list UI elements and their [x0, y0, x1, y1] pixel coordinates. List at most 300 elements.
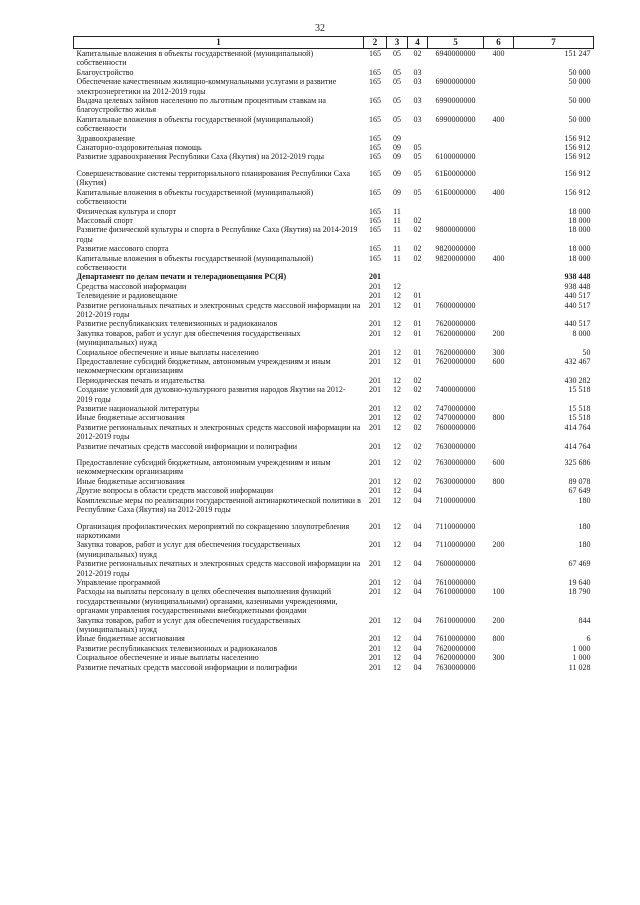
row-code-expense: 200: [492, 615, 505, 625]
row-code-expense: [484, 272, 514, 281]
row-code-admin: 201: [369, 559, 381, 569]
row-name: Массовый спорт: [76, 215, 133, 225]
table-row: [74, 616, 594, 635]
row-code-target: 7600000000: [435, 422, 476, 432]
header-col-6: 6: [484, 37, 514, 49]
row-amount: 15 518: [568, 404, 591, 414]
row-code-target: [428, 376, 484, 385]
row-code-target: 7600000000: [435, 559, 476, 569]
row-code-target: 7610000000: [435, 634, 476, 644]
row-code-subsection: 03: [413, 96, 422, 106]
table-row: [74, 188, 594, 207]
row-name: Развитие национальной литературы: [76, 404, 199, 414]
row-code-section: 12: [393, 328, 401, 338]
row-code-admin: 165: [369, 67, 381, 77]
row-code-admin: 165: [369, 133, 381, 143]
row-amount: 11 028: [568, 662, 591, 672]
row-code-section: 12: [393, 347, 401, 357]
table-row: [74, 162, 594, 188]
row-name: Социальное обеспечение и иные выплаты населению: [76, 347, 259, 357]
row-code-admin: 201: [369, 300, 381, 310]
row-code-section: [387, 272, 408, 281]
row-amount: 6: [586, 634, 591, 644]
row-code-subsection: 04: [413, 615, 422, 625]
row-code-target: [428, 143, 484, 152]
row-name: Создание условий для духовно-культурного развития народов Якутии на 2012-2019 годы: [76, 385, 346, 404]
row-code-expense: 600: [492, 357, 505, 366]
row-code-expense: 200: [492, 328, 505, 338]
row-amount: 18 000: [568, 244, 591, 254]
row-code-expense: [484, 68, 514, 77]
row-code-subsection: 03: [413, 114, 422, 124]
row-code-admin: 201: [369, 587, 381, 597]
row-code-section: 12: [393, 404, 401, 414]
table-row: [74, 578, 594, 587]
header-col-2: 2: [364, 37, 387, 49]
row-amount: 938 448: [564, 281, 591, 291]
row-name: Обеспечение качественным жилищно-коммунальными услугами и развитие электроэнергетики на 2012-2019 годы: [76, 77, 337, 96]
row-amount: 50: [582, 347, 591, 357]
table-row: [74, 486, 594, 495]
row-amount: 440 517: [564, 300, 591, 310]
row-code-admin: 201: [369, 653, 381, 663]
row-name: Развитие республиканских телевизионных и радиоканалов: [76, 319, 278, 329]
row-code-target: 7630000000: [435, 476, 476, 486]
row-name: Развитие региональных печатных и электронных средств массовой информации на 2012-2019 годы: [76, 300, 361, 319]
table-row: [74, 115, 594, 134]
row-code-section: 12: [393, 375, 401, 385]
row-code-expense: [484, 244, 514, 253]
row-code-expense: [484, 663, 514, 672]
row-name: Капитальные вложения в объекты государственной (муниципальной) собственности: [76, 187, 314, 207]
row-amount: 180: [578, 540, 591, 550]
row-code-admin: 201: [369, 495, 381, 505]
row-name: Капитальные вложения в объекты государственной (муниципальной) собственности: [76, 253, 314, 272]
row-code-admin: 201: [369, 441, 381, 451]
row-code-subsection: 04: [413, 495, 422, 505]
row-code-section: 12: [393, 357, 401, 366]
row-name: Иные бюджетные ассигнования: [76, 413, 185, 423]
row-code-expense: 400: [492, 49, 505, 58]
row-code-section: 09: [393, 187, 401, 197]
row-amount: 325 686: [564, 458, 591, 468]
row-name: Другие вопросы в области средств массовой информации: [76, 486, 274, 496]
row-code-subsection: 05: [413, 143, 422, 153]
row-code-subsection: 05: [413, 187, 422, 197]
row-name: Развитие массового спорта: [76, 244, 169, 254]
row-code-subsection: 02: [413, 413, 422, 423]
table-row: [74, 225, 594, 244]
table-body: [74, 49, 594, 673]
row-code-expense: [484, 385, 514, 404]
table-row: [74, 77, 594, 96]
row-code-subsection: 02: [413, 476, 422, 486]
row-code-target: 61Б0000000: [435, 187, 476, 197]
row-code-admin: 201: [369, 540, 381, 550]
row-code-target: [428, 282, 484, 291]
row-amount: 67 469: [568, 559, 591, 569]
row-code-target: [428, 272, 484, 281]
row-code-admin: 165: [369, 49, 381, 58]
row-code-target: 7100000000: [435, 495, 476, 505]
row-code-expense: [484, 77, 514, 96]
row-code-subsection: 02: [413, 458, 422, 468]
row-code-admin: 201: [369, 272, 381, 282]
row-code-expense: 800: [492, 634, 505, 644]
row-code-admin: 165: [369, 143, 381, 153]
row-code-expense: [484, 578, 514, 587]
table-row: [74, 244, 594, 253]
row-code-section: 12: [393, 587, 401, 597]
row-code-section: 12: [393, 662, 401, 672]
row-code-admin: 201: [369, 521, 381, 531]
row-code-admin: 201: [369, 422, 381, 432]
row-code-expense: [484, 134, 514, 143]
row-amount: 432 467: [564, 357, 591, 366]
row-code-section: 12: [393, 385, 401, 395]
header-col-5: 5: [428, 37, 484, 49]
row-amount: 50 000: [568, 114, 591, 124]
row-code-section: 12: [393, 458, 401, 468]
row-code-admin: 201: [369, 634, 381, 644]
row-code-admin: 165: [369, 114, 381, 124]
row-code-subsection: 01: [413, 328, 422, 338]
row-name: Предоставление субсидий бюджетным, автономным учреждениям и иным некоммерческим организациям: [76, 357, 331, 376]
row-name: Иные бюджетные ассигнования: [76, 634, 185, 644]
row-code-subsection: 04: [413, 662, 422, 672]
row-name: Закупка товаров, работ и услуг для обеспечения государственных (муниципальных) нужд: [76, 540, 301, 559]
row-amount: 414 764: [564, 441, 591, 451]
row-code-admin: 201: [369, 643, 381, 653]
row-code-target: 7610000000: [435, 587, 476, 597]
row-code-target: [428, 216, 484, 225]
row-code-target: 7400000000: [435, 385, 476, 395]
row-name: Физическая культура и спорт: [76, 206, 177, 216]
table-row: [74, 423, 594, 442]
row-code-admin: 201: [369, 662, 381, 672]
row-code-expense: [484, 207, 514, 216]
row-code-target: 7620000000: [435, 357, 476, 366]
row-name: Средства массовой информации: [76, 281, 187, 291]
row-code-expense: [484, 282, 514, 291]
row-code-admin: 201: [369, 476, 381, 486]
row-amount: 156 912: [564, 168, 591, 178]
table-row: [74, 348, 594, 357]
row-code-expense: 400: [492, 253, 505, 263]
row-amount: 180: [578, 521, 591, 531]
row-code-section: 09: [393, 152, 401, 162]
row-code-admin: 201: [369, 319, 381, 329]
row-code-subsection: 01: [413, 319, 422, 329]
row-name: Здравоохранение: [76, 133, 135, 143]
row-code-subsection: 02: [413, 49, 422, 58]
table-row: [74, 319, 594, 328]
row-code-subsection: [408, 272, 428, 281]
row-code-target: 7110000000: [435, 521, 476, 531]
table-row: [74, 587, 594, 615]
row-code-admin: 201: [369, 347, 381, 357]
table-row: [74, 216, 594, 225]
row-name: Совершенствование системы территориального планирования Республики Саха (Якутия): [76, 168, 351, 188]
row-code-target: 9820000000: [435, 244, 476, 254]
row-name: Расходы на выплаты персоналу в целях обеспечения выполнения функций государственными (муниципальными) органами, казенными учреждениями, органами управления государственными внебюджетными фондами: [76, 587, 338, 616]
table-row: [74, 376, 594, 385]
row-code-section: 05: [393, 67, 401, 77]
row-code-expense: 300: [492, 347, 505, 357]
table-row: [74, 451, 594, 477]
row-code-subsection: 05: [413, 168, 422, 178]
row-code-subsection: 04: [413, 486, 422, 496]
row-code-subsection: 01: [413, 291, 422, 301]
row-code-section: 12: [393, 413, 401, 423]
row-code-target: 7630000000: [435, 662, 476, 672]
row-code-target: 6940000000: [435, 49, 476, 58]
row-code-expense: [484, 376, 514, 385]
row-code-admin: 165: [369, 152, 381, 162]
row-amount: 8 000: [572, 328, 591, 338]
row-amount: 1 000: [572, 643, 591, 653]
table-row: [74, 301, 594, 320]
row-code-target: 7620000000: [435, 643, 476, 653]
row-code-subsection: 02: [413, 404, 422, 414]
page-number: 32: [315, 23, 325, 34]
header-col-4: 4: [408, 37, 428, 49]
row-code-expense: [484, 515, 514, 541]
row-code-section: 09: [393, 168, 401, 178]
budget-table: [73, 36, 594, 672]
row-amount: 414 764: [564, 422, 591, 432]
row-amount: 18 790: [568, 587, 591, 597]
row-amount: 938 448: [564, 272, 591, 282]
table-row: [74, 559, 594, 578]
row-amount: 156 912: [564, 143, 591, 153]
table-row: [74, 413, 594, 422]
row-code-admin: 165: [369, 77, 381, 87]
row-amount: 156 912: [564, 133, 591, 143]
row-code-subsection: 04: [413, 643, 422, 653]
table-row: [74, 385, 594, 404]
row-code-expense: [484, 496, 514, 515]
table-row: [74, 96, 594, 115]
row-code-section: 05: [393, 49, 401, 58]
row-code-expense: 300: [492, 653, 505, 663]
row-code-section: 05: [393, 96, 401, 106]
row-amount: 18 000: [568, 225, 591, 235]
table-row: [74, 477, 594, 486]
row-code-expense: [484, 559, 514, 578]
row-code-expense: 400: [492, 114, 505, 124]
row-code-target: 6900000000: [435, 77, 476, 87]
row-code-admin: 201: [369, 615, 381, 625]
row-amount: 50 000: [568, 96, 591, 106]
row-name: Телевидение и радиовещание: [76, 291, 178, 301]
row-name: Предоставление субсидий бюджетным, автономным учреждениям и иным некоммерческим организациям: [76, 458, 331, 477]
row-code-section: 12: [393, 559, 401, 569]
table-row: [74, 663, 594, 672]
row-amount: 156 912: [564, 152, 591, 162]
row-code-target: 7620000000: [435, 328, 476, 338]
row-code-expense: [484, 291, 514, 300]
row-name: Закупка товаров, работ и услуг для обеспечения государственных (муниципальных) нужд: [76, 615, 301, 634]
row-code-subsection: 04: [413, 634, 422, 644]
row-code-target: 7610000000: [435, 577, 476, 587]
row-code-admin: 165: [369, 168, 381, 178]
row-amount: 18 000: [568, 253, 591, 263]
row-code-expense: [484, 442, 514, 451]
row-code-section: 09: [393, 133, 401, 143]
table-row: [74, 272, 594, 281]
row-amount: 430 282: [564, 375, 591, 385]
row-code-admin: 201: [369, 281, 381, 291]
row-code-admin: 165: [369, 244, 381, 254]
row-code-target: 6990000000: [435, 96, 476, 106]
row-code-expense: [484, 301, 514, 320]
row-name: Благоустройство: [76, 67, 134, 77]
row-code-expense: 100: [492, 587, 505, 597]
header-col-1: 1: [74, 37, 364, 49]
row-code-section: 12: [393, 281, 401, 291]
row-code-admin: 201: [369, 577, 381, 587]
row-code-expense: [484, 423, 514, 442]
row-amount: 1 000: [572, 653, 591, 663]
row-name: Закупка товаров, работ и услуг для обеспечения государственных (муниципальных) нужд: [76, 328, 301, 348]
row-code-section: 11: [393, 244, 401, 254]
row-amount: 15 518: [568, 413, 591, 423]
table-row: [74, 291, 594, 300]
row-name: Социальное обеспечение и иные выплаты населению: [76, 653, 259, 663]
row-name: Комплексные меры по реализации государственной антинаркотической политики в Республике Саха (Якутия) на 2012-2019 годы: [76, 495, 361, 515]
row-name: Капитальные вложения в объекты государственной (муниципальной) собственности: [76, 114, 314, 134]
row-code-expense: [484, 96, 514, 115]
row-code-section: 12: [393, 291, 401, 301]
row-code-target: 7600000000: [435, 300, 476, 310]
row-code-target: [428, 134, 484, 143]
row-code-subsection: 04: [413, 653, 422, 663]
row-code-section: 11: [393, 253, 401, 263]
row-code-target: 7630000000: [435, 441, 476, 451]
row-code-subsection: 04: [413, 540, 422, 550]
table-row: [74, 653, 594, 662]
row-code-section: 11: [393, 215, 401, 225]
row-amount: 19 640: [568, 577, 591, 587]
row-name: Развитие физической культуры и спорта в Республике Саха (Якутия) на 2014-2019 годы: [76, 225, 358, 244]
row-code-subsection: 02: [413, 422, 422, 432]
row-code-section: 12: [393, 476, 401, 486]
row-amount: 50 000: [568, 77, 591, 87]
row-code-expense: [484, 644, 514, 653]
row-code-admin: 165: [369, 215, 381, 225]
row-code-target: [428, 291, 484, 300]
row-amount: 18 000: [568, 206, 591, 216]
row-code-admin: 201: [369, 357, 381, 366]
row-code-subsection: 02: [413, 441, 422, 451]
row-code-expense: [484, 162, 514, 188]
row-code-admin: 201: [369, 404, 381, 414]
row-code-target: 7470000000: [435, 404, 476, 414]
row-code-target: 7620000000: [435, 319, 476, 329]
row-code-section: 12: [393, 300, 401, 310]
row-code-expense: 400: [492, 187, 505, 197]
row-name: Периодическая печать и издательства: [76, 375, 205, 385]
row-code-admin: 165: [369, 206, 381, 216]
row-code-expense: 200: [492, 540, 505, 550]
row-code-section: 12: [393, 319, 401, 329]
table-row: [74, 134, 594, 143]
row-code-subsection: 04: [413, 577, 422, 587]
row-code-expense: [484, 216, 514, 225]
header-col-7: 7: [514, 37, 594, 49]
row-code-section: 12: [393, 615, 401, 625]
row-code-target: 61Б0000000: [435, 168, 476, 178]
row-code-expense: [484, 143, 514, 152]
row-code-subsection: 02: [413, 225, 422, 235]
row-code-target: [428, 68, 484, 77]
row-code-subsection: 01: [413, 357, 422, 366]
row-amount: 156 912: [564, 187, 591, 197]
row-amount: 15 518: [568, 385, 591, 395]
row-code-target: 7610000000: [435, 615, 476, 625]
row-amount: 440 517: [564, 291, 591, 301]
row-amount: 151 247: [564, 49, 591, 58]
row-code-expense: 800: [492, 476, 505, 486]
row-code-expense: [484, 152, 514, 161]
row-name: Развитие республиканских телевизионных и радиоканалов: [76, 643, 278, 653]
row-code-section: 12: [393, 441, 401, 451]
row-code-subsection: 04: [413, 559, 422, 569]
row-code-admin: 165: [369, 96, 381, 106]
row-code-subsection: 02: [413, 253, 422, 263]
row-name: Департамент по делам печати и телерадиовещания РС(Я): [76, 272, 287, 282]
row-code-section: 12: [393, 540, 401, 550]
table-row: [74, 404, 594, 413]
row-code-section: 12: [393, 653, 401, 663]
row-code-expense: [484, 486, 514, 495]
row-code-target: 6100000000: [435, 152, 476, 162]
row-name: Иные бюджетные ассигнования: [76, 476, 185, 486]
row-code-subsection: 02: [413, 215, 422, 225]
row-amount: 50 000: [568, 67, 591, 77]
row-name: Развитие печатных средств массовой информации и полиграфии: [76, 441, 298, 451]
row-code-section: 12: [393, 495, 401, 505]
row-code-subsection: 01: [413, 300, 422, 310]
row-code-section: 11: [393, 225, 401, 235]
row-code-admin: 201: [369, 328, 381, 338]
row-code-admin: 165: [369, 225, 381, 235]
row-name: Управление программой: [76, 577, 161, 587]
table-row: [74, 143, 594, 152]
row-name: Санаторно-оздоровительная помощь: [76, 143, 202, 153]
row-code-target: [428, 486, 484, 495]
row-name: Капитальные вложения в объекты государственной (муниципальной) собственности: [76, 49, 314, 68]
row-code-section: 12: [393, 486, 401, 496]
table-row: [74, 644, 594, 653]
table-row: [74, 49, 594, 68]
row-code-expense: [484, 225, 514, 244]
row-code-section: 12: [393, 643, 401, 653]
row-amount: 89 078: [568, 476, 591, 486]
row-code-admin: 201: [369, 413, 381, 423]
row-code-section: 12: [393, 422, 401, 432]
table-row: [74, 152, 594, 161]
table-row: [74, 496, 594, 515]
row-amount: 180: [578, 495, 591, 505]
table-row: [74, 254, 594, 273]
row-code-target: 7110000000: [435, 540, 476, 550]
row-name: Развитие региональных печатных и электронных средств массовой информации на 2012-2019 годы: [76, 559, 361, 578]
row-code-section: 09: [393, 143, 401, 153]
row-code-section: 05: [393, 77, 401, 87]
header-col-3: 3: [387, 37, 408, 49]
